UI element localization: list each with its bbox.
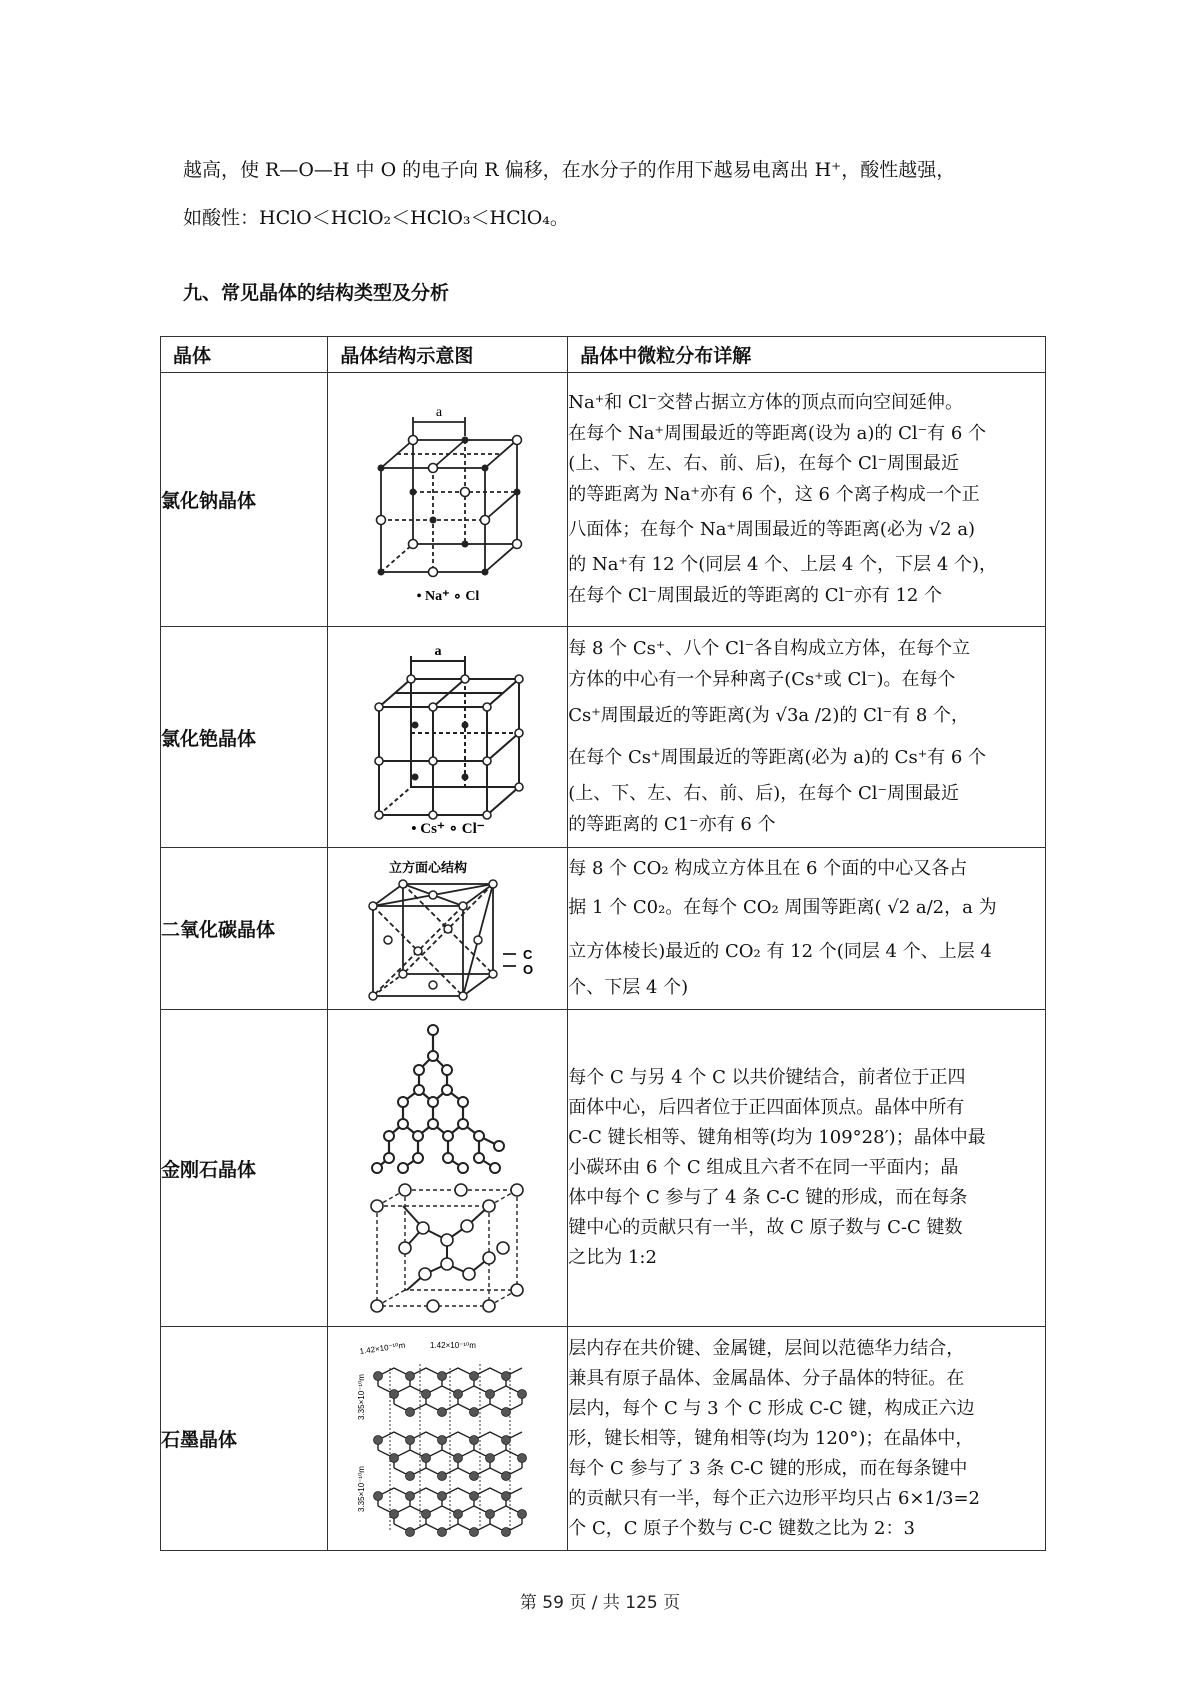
intro-line-1: 越高，使 R—O—H 中 O 的电子向 R 偏移，在水分子的作用下越易电离出 H⁺，酸性越强， bbox=[183, 159, 956, 181]
detail-line: 在每个 Na⁺周围最近的等距离(设为 a)的 Cl⁻有 6 个 bbox=[568, 422, 987, 444]
detail-line: 的 Na⁺有 12 个(同层 4 个、上层 4 个，下层 4 个)， bbox=[568, 554, 998, 575]
detail-line: 体中每个 C 参与了 4 条 C-C 键的形成，而在每条 bbox=[568, 1187, 968, 1208]
crystal-name: 石墨晶体 bbox=[161, 1327, 328, 1551]
detail-line: 方体的中心有一个异种离子(Cs⁺或 Cl⁻)。在每个 bbox=[568, 668, 956, 690]
detail-line: 立方体棱长)最近的 CO₂ 有 12 个(同层 4 个、上层 4 bbox=[568, 940, 992, 962]
nacl-diagram bbox=[328, 373, 568, 627]
detail-line: 在每个 Cl⁻周围最近的等距离的 Cl⁻亦有 12 个 bbox=[568, 584, 943, 606]
crystal-table bbox=[160, 336, 1046, 1551]
crystal-detail bbox=[568, 848, 1046, 1010]
detail-line: 每个 C 参与了 3 条 C-C 键的形成，而在每条键中 bbox=[568, 1457, 968, 1479]
detail-line: 层内存在共价键、金属键，层间以范德华力结合， bbox=[568, 1337, 965, 1359]
detail-line: 每 8 个 CO₂ 构成立方体且在 6 个面的中心又各占 bbox=[568, 858, 968, 879]
header-detail: 晶体中微粒分布详解 bbox=[568, 337, 1046, 373]
detail-line: 面体中心，后四者位于正四面体顶点。晶体中所有 bbox=[568, 1097, 965, 1118]
header-diagram: 晶体结构示意图 bbox=[328, 337, 568, 373]
detail-line: 每 8 个 Cs⁺、八个 Cl⁻各自构成立方体，在每个立 bbox=[568, 638, 971, 659]
detail-line: 八面体；在每个 Na⁺周围最近的等距离(必为 √2 a) bbox=[568, 519, 976, 540]
detail-line: 个、下层 4 个) bbox=[568, 976, 689, 998]
co2-diagram bbox=[328, 848, 568, 1010]
section-heading: 九、常见晶体的结构类型及分析 bbox=[183, 282, 450, 304]
detail-line: 个 C，C 原子个数与 C-C 键数之比为 2：3 bbox=[568, 1517, 915, 1539]
crystal-detail bbox=[568, 627, 1046, 848]
co2-structure-figure bbox=[353, 854, 543, 1004]
graphite-bond-label: 1.42×10⁻¹⁰m bbox=[358, 1340, 406, 1356]
cscl-dimension-label: a bbox=[434, 644, 442, 659]
detail-line: 兼具有原子晶体、金属晶体、分子晶体的特征。在 bbox=[568, 1367, 965, 1389]
detail-line: 据 1 个 C0₂。在每个 CO₂ 周围等距离( √2 a/2，a 为 bbox=[568, 896, 997, 918]
nacl-structure-figure bbox=[353, 392, 543, 607]
crystal-detail bbox=[568, 1327, 1046, 1551]
detail-line: 键中心的贡献只有一半，故 C 原子数与 C-C 键数 bbox=[568, 1217, 963, 1238]
table-row bbox=[161, 373, 1046, 627]
graphite-bond-label: 1.42×10⁻¹⁰m bbox=[429, 1340, 476, 1350]
crystal-name: 氯化铯晶体 bbox=[161, 627, 328, 848]
diamond-structure-figure bbox=[363, 1018, 533, 1318]
detail-line: 每个 C 与另 4 个 C 以共价键结合，前者位于正四 bbox=[568, 1067, 966, 1088]
co2-carbon-label: C bbox=[522, 946, 533, 962]
crystal-name: 氯化钠晶体 bbox=[161, 373, 328, 627]
detail-line: 的等距离为 Na⁺亦有 6 个，这 6 个离子构成一个正 bbox=[568, 483, 980, 505]
cscl-structure-figure bbox=[353, 637, 543, 837]
crystal-name: 金刚石晶体 bbox=[161, 1010, 328, 1327]
table-row bbox=[161, 848, 1046, 1010]
graphite-layer-label: 3.35×10⁻¹⁰m bbox=[356, 1373, 366, 1420]
table-row bbox=[161, 1010, 1046, 1327]
detail-line: Na⁺和 Cl⁻交替占据立方体的顶点而向空间延伸。 bbox=[568, 392, 963, 413]
table-row bbox=[161, 627, 1046, 848]
detail-line: (上、下、左、右、前、后)，在每个 Cl⁻周围最近 bbox=[568, 783, 960, 804]
detail-line: 形，键长相等，键角相等(均为 120°)；在晶体中， bbox=[568, 1427, 974, 1449]
detail-line: C-C 键长相等、键角相等(均为 109°28′)；晶体中最 bbox=[568, 1127, 986, 1148]
co2-oxygen-label: O bbox=[522, 961, 533, 977]
detail-line: 之比为 1:2 bbox=[568, 1247, 657, 1268]
detail-line: 在每个 Cs⁺周围最近的等距离(必为 a)的 Cs⁺有 6 个 bbox=[568, 747, 987, 768]
detail-line: Cs⁺周围最近的等距离(为 √3a /2)的 Cl⁻有 8 个， bbox=[568, 705, 970, 726]
cscl-legend: • Cs⁺ ∘ Cl⁻ bbox=[411, 821, 485, 837]
graphite-diagram bbox=[328, 1327, 568, 1551]
table-header-row bbox=[161, 337, 1046, 373]
cscl-diagram bbox=[328, 627, 568, 848]
table-row bbox=[161, 1327, 1046, 1551]
graphite-structure-figure bbox=[350, 1334, 546, 1544]
page-footer: 第 59 页 / 共 125 页 bbox=[519, 1593, 681, 1613]
crystal-detail bbox=[568, 1010, 1046, 1327]
nacl-legend: • Na⁺ ∘ Cl bbox=[416, 589, 480, 604]
diamond-diagram bbox=[328, 1010, 568, 1327]
detail-line: 的等距离的 C1⁻亦有 6 个 bbox=[568, 813, 776, 835]
detail-line: 层内，每个 C 与 3 个 C 形成 C-C 键，构成正六边 bbox=[568, 1397, 975, 1419]
nacl-dimension-label: a bbox=[435, 405, 442, 420]
detail-line: 小碳环由 6 个 C 组成且六者不在同一平面内；晶 bbox=[568, 1157, 959, 1178]
crystal-name: 二氧化碳晶体 bbox=[161, 848, 328, 1010]
detail-line: 的贡献只有一半，每个正六边形平均只占 6×1/3=2 bbox=[568, 1487, 980, 1509]
intro-line-2: 如酸性：HClO＜HClO₂＜HClO₃＜HClO₄。 bbox=[183, 207, 569, 229]
detail-line: (上、下、左、右、前、后)，在每个 Cl⁻周围最近 bbox=[568, 453, 960, 474]
header-crystal: 晶体 bbox=[161, 337, 328, 373]
crystal-detail bbox=[568, 373, 1046, 627]
co2-figure-title: 立方面心结构 bbox=[388, 860, 467, 876]
graphite-layer-label: 3.35×10⁻¹⁰m bbox=[356, 1465, 366, 1512]
